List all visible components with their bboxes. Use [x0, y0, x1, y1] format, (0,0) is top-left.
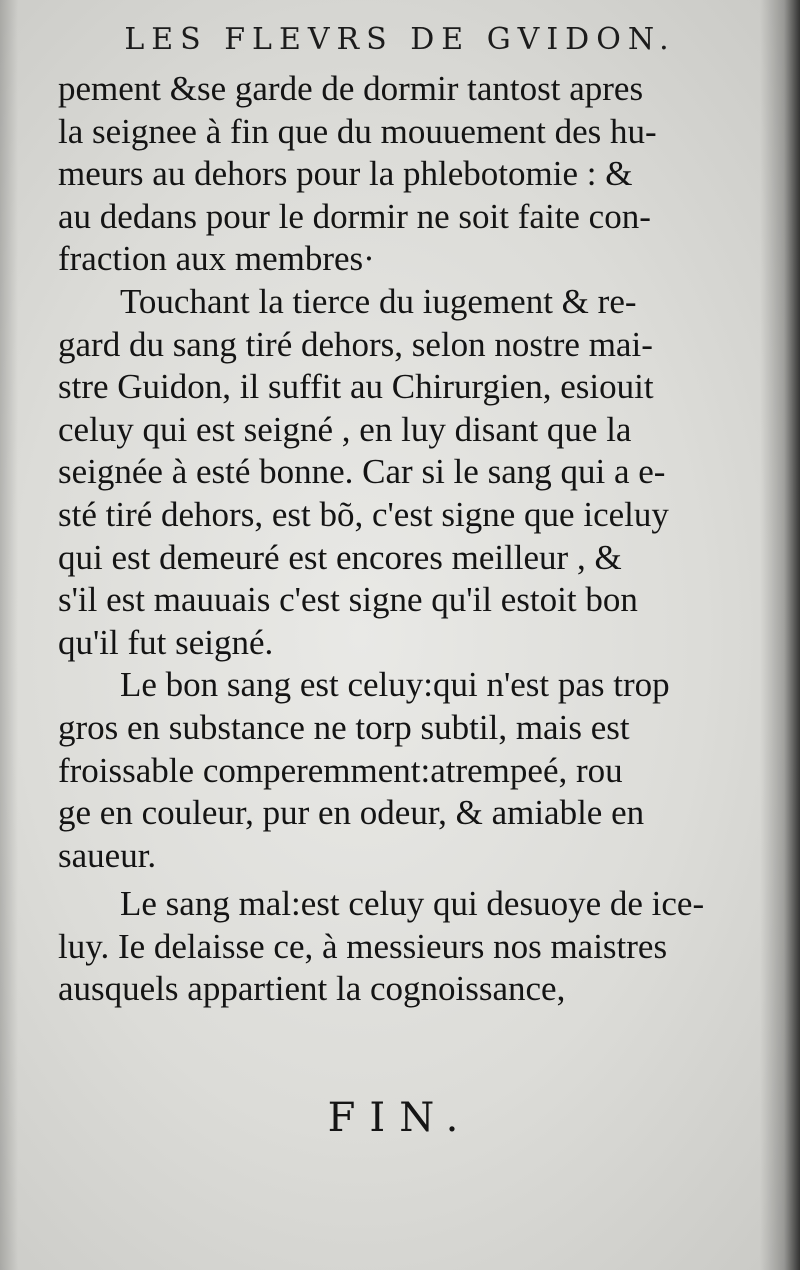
text-line: gard du sang tiré dehors, selon nostre mai- — [58, 324, 653, 364]
text-line: pement &se garde de dormir tantost apres — [58, 69, 644, 108]
text-line: froissable comperemment:atrempeé, rou — [58, 750, 623, 790]
text-line: qu'il fut seigné. — [58, 622, 274, 662]
text-line: Le sang mal:est celuy qui desuoye de ice- — [120, 884, 705, 924]
text-line: au dedans pour le dormir ne soit faite con- — [58, 196, 651, 236]
text-line: celuy qui est seigné , en luy disant que la — [58, 409, 632, 449]
text-line: qui est demeuré est encores meilleur , & — [58, 537, 622, 577]
text-line: saueur. — [58, 835, 157, 875]
text-line: ausquels appartient la cognoissance, — [58, 969, 566, 1009]
page-edge-shadow — [760, 0, 800, 1270]
text-line: stre Guidon, il suffit au Chirurgien, esiouit — [58, 367, 654, 407]
page-body — [58, 68, 748, 1011]
paragraph-2 — [58, 281, 748, 664]
text-line: s'il est mauuais c'est signe qu'il estoit bon — [58, 580, 638, 620]
paragraph-4 — [58, 883, 748, 1011]
text-line: ge en couleur, pur en odeur, & amiable en — [58, 793, 645, 833]
text-line: luy. Ie delaisse ce, à messieurs nos maistres — [58, 926, 668, 966]
text-line: sté tiré dehors, est bõ, c'est signe que iceluy — [58, 494, 669, 534]
text-line: la seignee à fin que du mouuement des hu- — [58, 111, 657, 151]
text-line: Le bon sang est celuy:qui n'est pas trop — [120, 665, 670, 705]
end-mark: FIN. — [327, 1095, 473, 1141]
text-line: Touchant la tierce du iugement & re- — [120, 281, 637, 321]
page-gutter-shadow — [0, 0, 18, 1270]
text-line: meurs au dehors pour la phlebotomie : & — [58, 154, 633, 194]
text-line: fraction aux membres· — [58, 239, 375, 279]
paragraph-3 — [58, 664, 748, 877]
text-line: gros en substance ne torp subtil, mais est — [58, 707, 630, 747]
running-header: LES FLEVRS DE GVIDON. — [124, 22, 676, 57]
paragraph-1 — [58, 68, 748, 281]
text-line: seignée à esté bonne. Car si le sang qui a e- — [58, 452, 666, 492]
